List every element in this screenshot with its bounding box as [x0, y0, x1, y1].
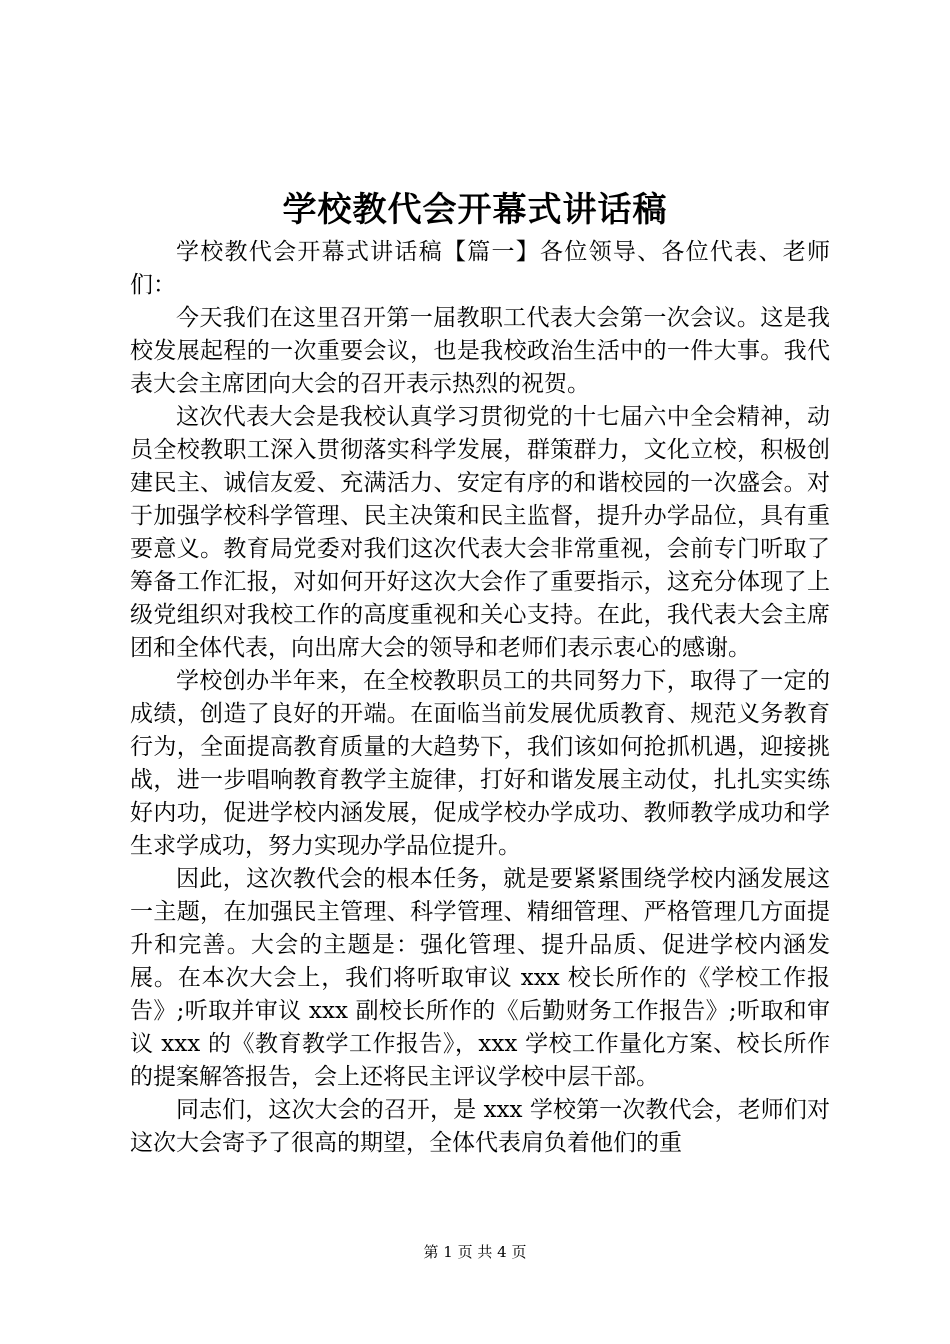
page-footer: 第 1 页 共 4 页 — [423, 1243, 527, 1261]
paragraph-6: 同志们，这次大会的召开，是 xxx 学校第一次教代会，老师们对这次大会寄予了很高的期望，全体代表肩负着他们的重 — [130, 1097, 830, 1156]
paragraph-5: 因此，这次教代会的根本任务，就是要紧紧围绕学校内涵发展这一主题，在加强民主管理、科学管理、精细管理、严格管理几方面提升和完善。大会的主题是：强化管理、提升品质、促进学校内涵发展。在本次大会上，我们将听取审议 xxx 校长所作的《学校工作报告》;听取并审议 xxx 副校长所作的《后勤财务工作报告》;听取和审议 xxx 的《教育教学工作报告》，xxx 学校工作量化方案、校长所作的提案解答报告，会上还将民主评议学校中层干部。 — [130, 866, 830, 1090]
paragraph-4: 学校创办半年来，在全校教职员工的共同努力下，取得了一定的成绩，创造了良好的开端。在面临当前发展优质教育、规范义务教育行为，全面提高教育质量的大趋势下，我们该如何抢抓机遇，迎接挑战，进一步唱响教育教学主旋律，打好和谐发展主动仗，扎扎实实练好内功，促进学校内涵发展，促成学校办学成功、教师教学成功和学生求学成功，努力实现办学品位提升。 — [130, 668, 830, 859]
document-body — [130, 236, 830, 1160]
document-title: 学校教代会开幕式讲话稿 — [282, 190, 668, 230]
paragraph-1: 学校教代会开幕式讲话稿【篇一】各位领导、各位代表、老师们： — [130, 239, 830, 298]
paragraph-3: 这次代表大会是我校认真学习贯彻党的十七届六中全会精神，动员全校教职工深入贯彻落实科学发展，群策群力，文化立校，积极创建民主、诚信友爱、充满活力、安定有序的和谐校园的一次盛会。对于加强学校科学管理、民主决策和民主监督，提升办学品位，具有重要意义。教育局党委对我们这次代表大会非常重视，会前专门听取了筹备工作汇报，对如何开好这次大会作了重要指示，这充分体现了上级党组织对我校工作的高度重视和关心支持。在此，我代表大会主席团和全体代表，向出席大会的领导和老师们表示衷心的感谢。 — [130, 404, 830, 661]
paragraph-2: 今天我们在这里召开第一届教职工代表大会第一次会议。这是我校发展起程的一次重要会议，也是我校政治生活中的一件大事。我代表大会主席团向大会的召开表示热烈的祝贺。 — [130, 305, 830, 397]
